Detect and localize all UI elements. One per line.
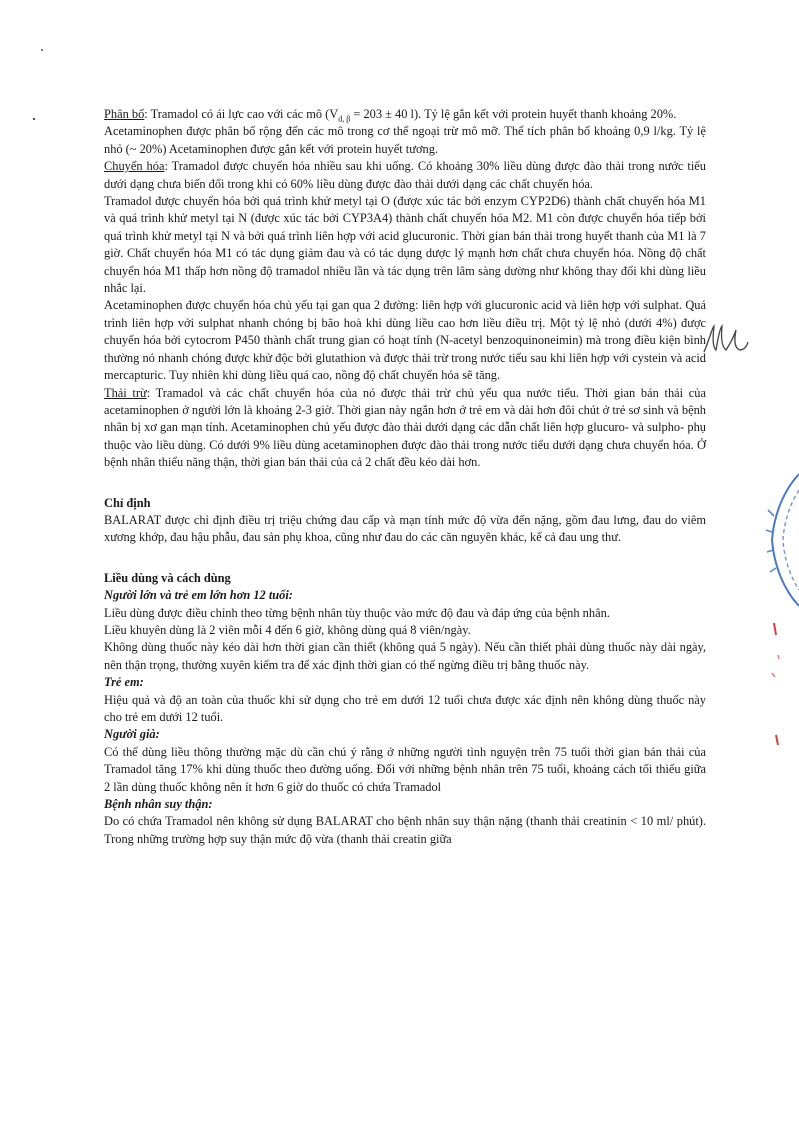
elimination-label: Thải trừ [104,385,147,400]
adult-paragraph-1: Liều dùng được điều chỉnh theo từng bệnh nhân tùy thuộc vào mức độ đau và đáp ứng của bệnh nhân. [104,605,610,620]
indication-text: BALARAT được chỉ định điều trị triệu chứng đau cấp và mạn tính mức độ vừa đến nặng, gồm đau lưng, đau do viêm xương khớp, đau hậu phẫu, đau sản phụ khoa, cũng như đau do các căn nguyên khác, kể cả đau ung thư. [104,512,706,545]
tramadol-metabolism-paragraph: Tramadol được chuyển hóa bởi quá trình khử metyl tại O (được xúc tác bởi enzym CYP2D6) thành chất chuyển hóa M1 và quá trình khử metyl tại N (được xúc tác bởi CYP3A4) thành chất chuyển hóa M2. M1 còn được chuyển hóa tiếp bởi quá trình khử metyl tại N và bởi quá trình liên hợp với acid glucuronic. Thời gian bán thải trong huyết thanh của M1 là 7 giờ. Chất chuyển hóa M1 có tác dụng giảm đau và có tác dụng dược lý mạnh hơn chất chưa chuyển hóa. Nồng độ chất chuyển hóa M1 thấp hơn nồng độ tramadol nhiều lần và tác dụng trên lâm sàng dường như không thay đổi khi dùng liều nhắc lại. [104,194,706,296]
indication-heading: Chỉ định [104,495,151,510]
scan-dot [33,118,35,120]
metabolism-label: Chuyển hóa [104,159,165,174]
renal-text: Do có chứa Tramadol nên không sử dụng BALARAT cho bệnh nhân suy thận nặng (thanh thải creatinin < 10 ml/ phút). Trong những trường hợp suy thận mức độ vừa (thanh thải creatin giữa [104,814,706,846]
adult-paragraph-3: Không dùng thuốc này kéo dài hơn thời gian cần thiết (không quá 5 ngày). Nếu cần thiết phải dùng thuốc này dài ngày, nên thận trọng, thường xuyên kiểm tra để xác định thời gian có thể ngừng điều trị bằng thuốc này. [104,640,706,672]
acetaminophen-distribution-paragraph: Acetaminophen được phân bố rộng đến các mô trong cơ thể ngoại trừ mô mỡ. Thể tích phân bố khoảng 0,9 l/kg. Tỷ lệ nhỏ (~ 20%) Acetaminophen được gắn kết với protein huyết tương. [104,124,706,156]
adult-heading: Người lớn và trẻ em lớn hơn 12 tuổi: [104,588,293,603]
document-page [104,106,706,848]
red-stamp-marks [766,615,799,755]
distribution-label: Phân bố [104,107,145,121]
handwritten-initials [700,320,750,360]
elimination-paragraph: Thải trừ: Tramadol và các chất chuyển hóa của nó được thải trừ chủ yếu qua nước tiểu. Thời gian bán thải của acetaminophen ở người lớn là khoảng 2-3 giờ. Thời gian này ngắn hơn ở trẻ em và dài hơn đôi chút ở trẻ sơ sinh và bệnh nhân bị xơ gan mạn tính. Acetaminophen chủ yếu được đào thải dưới dạng các dẫn chất liên hợp glucuro- và sulpho- phụ thuộc vào liều dùng. Có dưới 9% liều dùng acetaminophen được đào thải trong nước tiểu dưới dạng chưa chuyển hóa. Ở bệnh nhân thiểu năng thận, thời gian bán thải của cả 2 chất đều kéo dài hơn. [104,385,706,470]
elderly-text: Có thể dùng liều thông thường mặc dù cần chú ý rằng ở những người tình nguyện trên 75 tuổi thời gian bán thải của Tramadol tăng 17% khi dùng thuốc theo đường uống. Đối với những bệnh nhân trên 75 tuổi, khoảng cách tối thiểu giữa 2 lần dùng thuốc không nên ít hơn 6 giờ do thuốc có chứa Tramadol [104,744,706,794]
elderly-heading: Người già: [104,727,160,742]
acetaminophen-metabolism-paragraph: Acetaminophen được chuyển hóa chủ yếu tại gan qua 2 đường: liên hợp với glucuronic acid và liên hợp với sulphat. Quá trình liên hợp với sulphat nhanh chóng bị bão hoà khi dùng liều cao hơn liều điều trị. Một tỷ lệ nhỏ (dưới 4%) được chuyển hóa bởi cytocrom P450 thành chất trung gian có hoạt tính (N-acetyl benzoquinoneimin) mà trong điều kiện bình thường nó nhanh chóng được khử độc bởi glutathion và được thải trừ trong nước tiểu sau khi liên hợp với cystein và acid mercapturic. Tuy nhiên khi dùng liều quá cao, nồng độ chất chuyển hóa sẽ tăng. [104,298,706,383]
metabolism-paragraph: Chuyển hóa: Tramadol được chuyển hóa nhiều sau khi uống. Có khoảng 30% liều dùng được đào thải trong nước tiểu dưới dạng chưa biến đổi trong khi có 60% liều dùng được đào thải dưới dạng các chất chuyển hóa. [104,159,706,191]
renal-heading: Bệnh nhân suy thận: [104,797,213,812]
stamp-fragment [760,470,799,610]
dosage-heading: Liều dùng và cách dùng [104,570,231,585]
scan-dot [41,49,43,51]
child-text: Hiệu quả và độ an toàn của thuốc khi sử dụng cho trẻ em dưới 12 tuổi chưa được xác định nên không dùng thuốc này cho trẻ em dưới 12 tuổi. [104,692,706,724]
distribution-paragraph: Phân bố: Tramadol có ái lực cao với các mô ($V_{d, \beta} = 203 \pm 40$ l). Tỷ lệ gắn kết với protein huyết thanh khoảng 20%. [104,107,677,124]
adult-paragraph-2: Liều khuyên dùng là 2 viên mỗi 4 đến 6 giờ, không dùng quá 8 viên/ngày. [104,622,471,637]
child-heading: Trẻ em: [104,675,144,690]
